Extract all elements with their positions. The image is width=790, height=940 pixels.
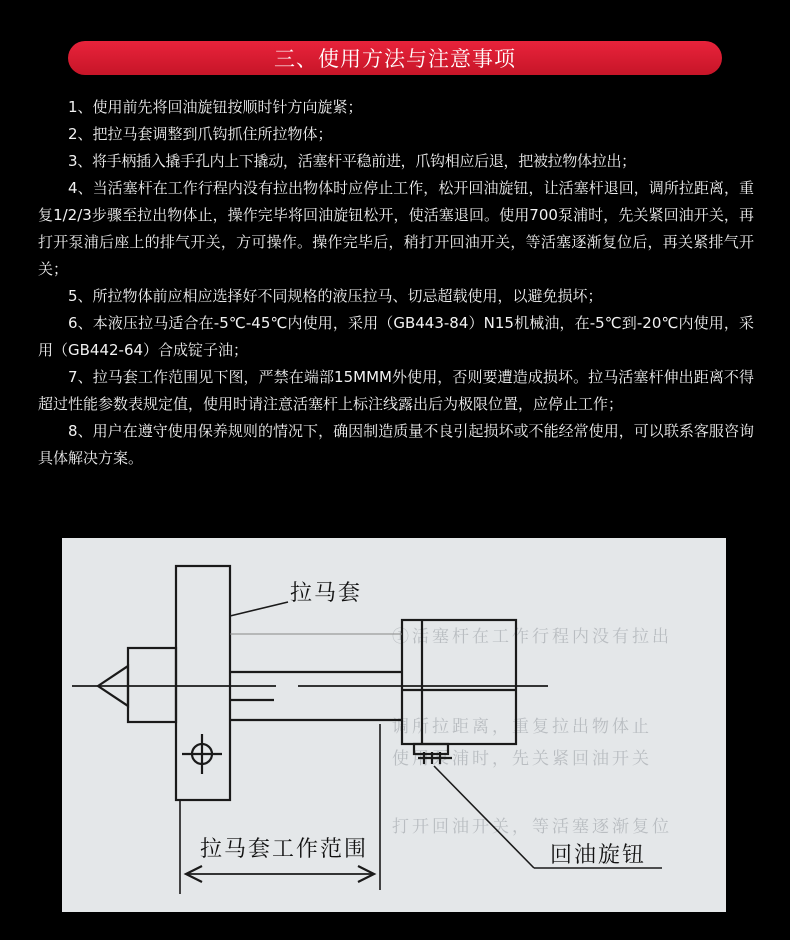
instruction-item-4: 4、当活塞杆在工作行程内没有拉出物体时应停止工作，松开回油旋钮，让活塞杆退回，调所拉距离，重复1/2/3步骤至拉出物体止，操作完毕将回油旋钮松开，使活塞退回。使用700泵浦时，先关紧回油开关，再打开泵浦后座上的排气开关，方可操作。操作完毕后，稍打开回油开关，等活塞逐渐复位后，再关紧排气开关； xyxy=(38,179,754,278)
working-range-label: 拉马套工作范围 xyxy=(200,837,369,862)
sleeve-leader-line xyxy=(230,602,288,616)
knob-leader-line xyxy=(434,766,534,868)
instruction-item-7: 7、拉马套工作范围见下图，严禁在端部15MMM外使用，否则要遭造成损坏。拉马活塞杆伸出距离不得超过性能参数表规定值，使用时请注意活塞杆上标注线露出后为极限位置，应停止工作； xyxy=(38,368,754,413)
instruction-item-3: 3、将手柄插入撬手孔内上下撬动，活塞杆平稳前进，爪钩相应后退，把被拉物体拉出； xyxy=(68,152,636,170)
bleed-through-line-1: ①活塞杆在工作行程内没有拉出 xyxy=(392,627,672,647)
bleed-through-line-3: 使用泵浦时，先关紧回油开关 xyxy=(392,749,652,769)
instruction-item-1: 1、使用前先将回油旋钮按顺时针方向旋紧； xyxy=(68,98,363,116)
section-title: 三、使用方法与注意事项 xyxy=(274,47,516,71)
instruction-item-2: 2、把拉马套调整到爪钩抓住所拉物体； xyxy=(68,125,333,143)
instruction-item-6: 6、本液压拉马适合在-5℃-45℃内使用，采用（GB443-84）N15机械油，在-5℃到-20℃内使用，采用（GB442-64）合成锭子油； xyxy=(38,314,754,359)
instructions-list xyxy=(38,94,754,472)
cylinder-body xyxy=(402,620,516,744)
bleed-through-line-2: 调所拉距离，重复拉出物体止 xyxy=(392,717,652,737)
puller-working-range-diagram xyxy=(62,538,726,912)
sleeve-label: 拉马套 xyxy=(290,581,363,606)
section-title-banner xyxy=(68,41,722,75)
release-knob-label: 回油旋钮 xyxy=(550,843,647,868)
instruction-item-5: 5、所拉物体前应相应选择好不同规格的液压拉马、切忌超载使用，以避免损坏； xyxy=(68,287,603,305)
instruction-item-8: 8、用户在遵守使用保养规则的情况下，确因制造质量不良引起损坏或不能经常使用，可以联系客服咨询具体解决方案。 xyxy=(38,422,754,467)
tip-holder xyxy=(128,648,176,722)
bleed-through-line-4: 打开回油开关，等活塞逐渐复位 xyxy=(392,817,672,837)
